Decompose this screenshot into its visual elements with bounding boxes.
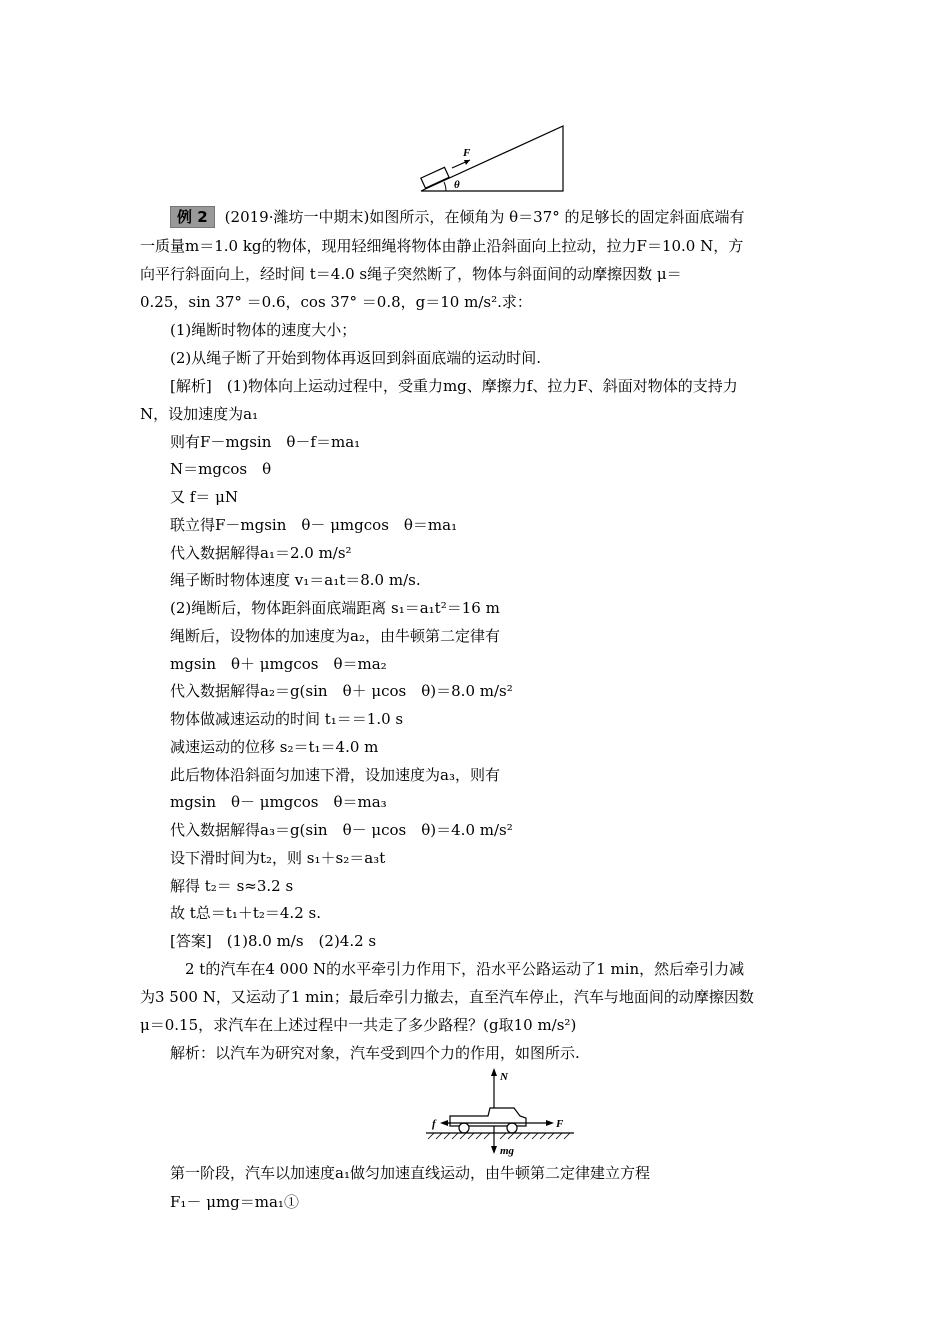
solution-line-4: N＝mgcos θ xyxy=(170,460,272,478)
solution-line-6: 联立得F－mgsin θ－ μmgcos θ＝ma₁ xyxy=(170,516,458,534)
solution-line-10: 绳断后，设物体的加速度为a₂，由牛顿第二定律有 xyxy=(170,627,500,645)
problem2-line-4: 解析：以汽车为研究对象，汽车受到四个力的作用，如图所示. xyxy=(170,1044,580,1062)
example-line-4: 0.25，sin 37° ＝0.6，cos 37° ＝0.8，g＝10 m/s².求： xyxy=(140,293,532,311)
answer-line: [答案] (1)8.0 m/s (2)4.2 s xyxy=(170,932,377,950)
solution-line-20: 故 t总＝t₁＋t₂＝4.2 s. xyxy=(170,904,321,922)
solution-line-1: [解析] (1)物体向上运动过程中，受重力mg、摩擦力f、拉力F、斜面对物体的支持力 xyxy=(170,377,738,395)
problem2-line-3: μ＝0.15，求汽车在上述过程中一共走了多少路程？(g取10 m/s²) xyxy=(140,1016,577,1034)
example-line-2: 一质量m＝1.0 kg的物体，现用轻细绳将物体由静止沿斜面向上拉动，拉力F＝10.0 N，方 xyxy=(140,237,744,255)
angle-label: θ xyxy=(454,179,460,191)
example-question-2: (2)从绳子断了开始到物体再返回到斜面底端的运动时间. xyxy=(170,349,542,367)
solution-line-16: mgsin θ－ μmgcos θ＝ma₃ xyxy=(170,793,387,811)
problem2-tail-line-2: F₁－ μmg＝ma₁① xyxy=(170,1193,299,1211)
problem2-line-1: 2 t的汽车在4 000 N的水平牵引力作用下，沿水平公路运动了1 min，然后牵引力减 xyxy=(185,960,745,978)
front-wheel xyxy=(507,1123,517,1133)
f-arrowhead xyxy=(440,1120,448,1126)
problem2-line-2: 为3 500 N，又运动了1 min；最后牵引力撤去，直至汽车停止，汽车与地面间的动摩擦因数 xyxy=(140,988,754,1006)
force-label: F xyxy=(463,147,471,159)
solution-line-2: N，设加速度为a₁ xyxy=(140,405,259,423)
solution-line-3: 则有F－mgsin θ－f＝ma₁ xyxy=(170,433,361,451)
solution-line-9: (2)绳断后，物体距斜面底端距离 s₁＝a₁t²＝16 m xyxy=(170,599,500,617)
problem2-tail-line-1: 第一阶段，汽车以加速度a₁做匀加速直线运动，由牛顿第二定律建立方程 xyxy=(170,1164,650,1182)
F-arrowhead xyxy=(546,1120,554,1126)
car-force-figure xyxy=(420,1066,580,1158)
solution-line-8: 绳子断时物体速度 v₁＝a₁t＝8.0 m/s. xyxy=(170,571,421,589)
solution-line-5: 又 f＝ μN xyxy=(170,488,238,506)
example-badge: 例 2 xyxy=(170,206,215,228)
solution-line-11: mgsin θ＋ μmgcos θ＝ma₂ xyxy=(170,655,387,673)
F-label: F xyxy=(556,1118,564,1130)
solution-line-7: 代入数据解得a₁＝2.0 m/s² xyxy=(170,544,352,562)
incline-figure xyxy=(418,122,568,194)
n-arrowhead xyxy=(491,1068,497,1076)
solution-line-12: 代入数据解得a₂＝g(sin θ＋ μcos θ)＝8.0 m/s² xyxy=(170,682,513,700)
angle-arc xyxy=(444,182,446,191)
n-label: N xyxy=(500,1071,508,1083)
example-line-1: 例 2 (2019·潍坊一中期末)如图所示，在倾角为 θ＝37° 的足够长的固定斜面底端有 xyxy=(170,206,744,228)
mg-arrowhead xyxy=(491,1146,497,1154)
solution-line-17: 代入数据解得a₃＝g(sin θ－ μcos θ)＝4.0 m/s² xyxy=(170,821,513,839)
rear-wheel xyxy=(459,1123,469,1133)
example-line-3: 向平行斜面向上，经时间 t＝4.0 s绳子突然断了，物体与斜面间的动摩擦因数 μ＝ xyxy=(140,265,682,283)
incline-triangle xyxy=(421,126,563,191)
solution-line-14: 减速运动的位移 s₂＝t₁＝4.0 m xyxy=(170,738,379,756)
solution-line-19: 解得 t₂＝ s≈3.2 s xyxy=(170,877,294,895)
solution-line-18: 设下滑时间为t₂，则 s₁＋s₂＝a₃t xyxy=(170,849,386,867)
solution-line-13: 物体做减速运动的时间 t₁＝＝1.0 s xyxy=(170,710,404,728)
f-label: f xyxy=(432,1118,436,1130)
solution-line-15: 此后物体沿斜面匀加速下滑，设加速度为a₃，则有 xyxy=(170,766,500,784)
mg-label: mg xyxy=(500,1145,515,1157)
example-question-1: (1)绳断时物体的速度大小； xyxy=(170,321,357,339)
ground-hatch xyxy=(428,1133,570,1139)
